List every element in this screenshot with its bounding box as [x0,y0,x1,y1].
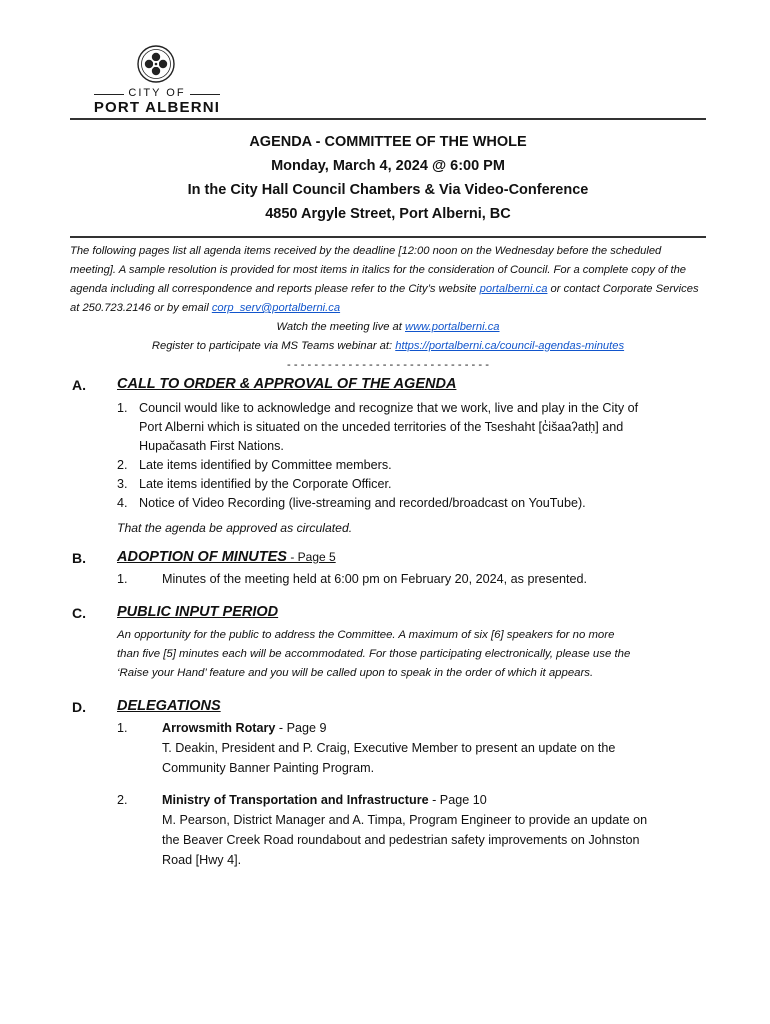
separator: - - - - - - - - - - - - - - - - - - - - - - - - - - - - - - [287,359,489,371]
section-a-list [117,399,707,538]
list-item: 1. Council would like to acknowledge and recognize that we work, live and play in the City of Port Alberni which is situated on the unceded territories of the Tseshaht [c̓išaaʔatḥ] and Hupačasath First Nations. [117,401,639,453]
list-item: 4. Notice of Video Recording (live-streaming and recorded/broadcast on YouTube). [117,496,586,510]
logo-city-of: CITY OF [92,87,222,101]
agenda-header [70,130,706,226]
list-item: 2. Late items identified by Committee members. [117,458,392,472]
agenda-location: In the City Hall Council Chambers & Via Video-Conference [187,182,589,198]
section-b-letter: B. [72,550,86,566]
register-line: Register to participate via MS Teams webinar at: https://portalberni.ca/council-agendas-minutes [151,340,625,352]
section-a-title: CALL TO ORDER & APPROVAL OF THE AGENDA [117,376,457,392]
register-link[interactable]: https://portalberni.ca/council-agendas-minutes [395,340,625,352]
delegation-name: Arrowsmith Rotary [162,721,276,735]
agenda-date: Monday, March 4, 2024 @ 6:00 PM [271,158,505,174]
section-c-letter: C. [72,605,86,621]
section-d-letter: D. [72,699,86,715]
agenda-intro [70,242,706,375]
section-b-page: - Page 5 [286,550,336,564]
agenda-page: CITY OF PORT ALBERNI AGENDA - COMMITTEE OF THE WHOLE Monday, March 4, 2024 @ 6:00 PM In the City Hall Council Chambers & Via Video-Conference 4850 Argyle Street, Port Alberni, BC The following pages list all agenda items received by the deadline [12:00 noon on the Wednesday before the scheduled meeting]. A sample resolution is provided for most items in italics for the consideration of Council. For a complete copy of the agenda including all correspondence and reports please refer to the City’s website portalberni.ca or contact Corporate Services at 250.723.2146 or by email corp_serv@portalberni.ca Watch the meeting live at www.portalberni.ca Register to participate via MS Teams webinar at: https://portalberni.ca/council-agendas-minutes - - - - - - - - - - - - - - - - - - - - - - - - - - - - - - A. CALL TO ORDER & APPROVAL OF THE AGENDA 1. Council would like to acknowledge and recognize that we work, live and play in the City of Port Alberni which is situated on the unceded territories of the Tseshaht [c̓išaaʔatḥ] and Hupačasath First Nations. 2. Late items identified by Committee members. 3. Late items identified by the Corporate Officer. 4. Notice of Video Recording (live-streaming and recorded/broadcast on YouTube). That the agenda be approved as circulated. B. ADOPTION OF MINUTES - Page 5 1. Minutes of the meeting held at 6:00 pm on February 20, 2024, as presented. C. PUBLIC INPUT PERIOD An opportunity for the public to address the Committee. A maximum of six [6] speakers for no more than five [5] minutes each will be accommodated. For those participating electronically, please use the ‘Raise your Hand’ feature and you will be called upon to speak in the order of which it appears. D. DELEGATIONS 1. Arrowsmith Rotary - Page 9 T. Deakin, President and P. Craig, Executive Member to present an update on the Community Banner Painting Program. 2. Ministry of Transportation and Infrastructure - Page 10 M. Pearson, District Manager and A. Timpa, Program Engineer to provide an update on the Beaver Creek Road roundabout and pedestrian safety improvements on Johnston Road [Hwy 4]. [0,0,770,1024]
section-b-title: ADOPTION OF MINUTES - Page 5 [117,549,336,565]
agenda-title: AGENDA - COMMITTEE OF THE WHOLE [249,134,527,150]
agenda-address: 4850 Argyle Street, Port Alberni, BC [265,206,511,222]
header-divider [70,236,706,238]
section-a-motion: That the agenda be approved as circulated. [117,521,353,535]
website-link[interactable]: portalberni.ca [479,283,548,295]
section-c-title: PUBLIC INPUT PERIOD [117,604,279,620]
delegation-item: 1. Arrowsmith Rotary - Page 9 T. Deakin, President and P. Craig, Executive Member to present an update on the Community Banner Painting Program. [117,721,616,775]
section-d-title: DELEGATIONS [117,698,221,714]
delegation-item: 2. Ministry of Transportation and Infrastructure - Page 10 M. Pearson, District Manager and A. Timpa, Program Engineer to provide an update on the Beaver Creek Road roundabout and pedestrian safety improvements on Johnston Road [Hwy 4]. [117,793,648,867]
logo-city-name: PORT ALBERNI [93,99,221,116]
city-logo [92,44,222,116]
watch-line: Watch the meeting live at www.portalberni.ca [276,321,500,333]
intro-paragraph: The following pages list all agenda items received by the deadline [12:00 noon on the Wednesday before the scheduled meeting]. A sample resolution is provided for most items in italics for the consideration of Council. For a complete copy of the agenda including all correspondence and reports please refer to the City’s website portalberni.ca or contact Corporate Services at 250.723.2146 or by email corp_serv@portalberni.ca [70,245,699,314]
section-a-letter: A. [72,377,86,393]
city-emblem-icon [136,44,176,84]
watch-link[interactable]: www.portalberni.ca [405,321,500,333]
list-item: 3. Late items identified by the Corporate Officer. [117,477,392,491]
top-divider [70,118,706,120]
email-link[interactable]: corp_serv@portalberni.ca [211,302,341,314]
delegation-name: Ministry of Transportation and Infrastructure [162,793,429,807]
section-c-text: An opportunity for the public to address the Committee. A maximum of six [6] speakers for no more than five [5] minutes each will be accommodated. For those participating electronically, please use the ‘Raise your Hand’ feature and you will be called upon to speak in the order of which it appears. [117,629,631,679]
